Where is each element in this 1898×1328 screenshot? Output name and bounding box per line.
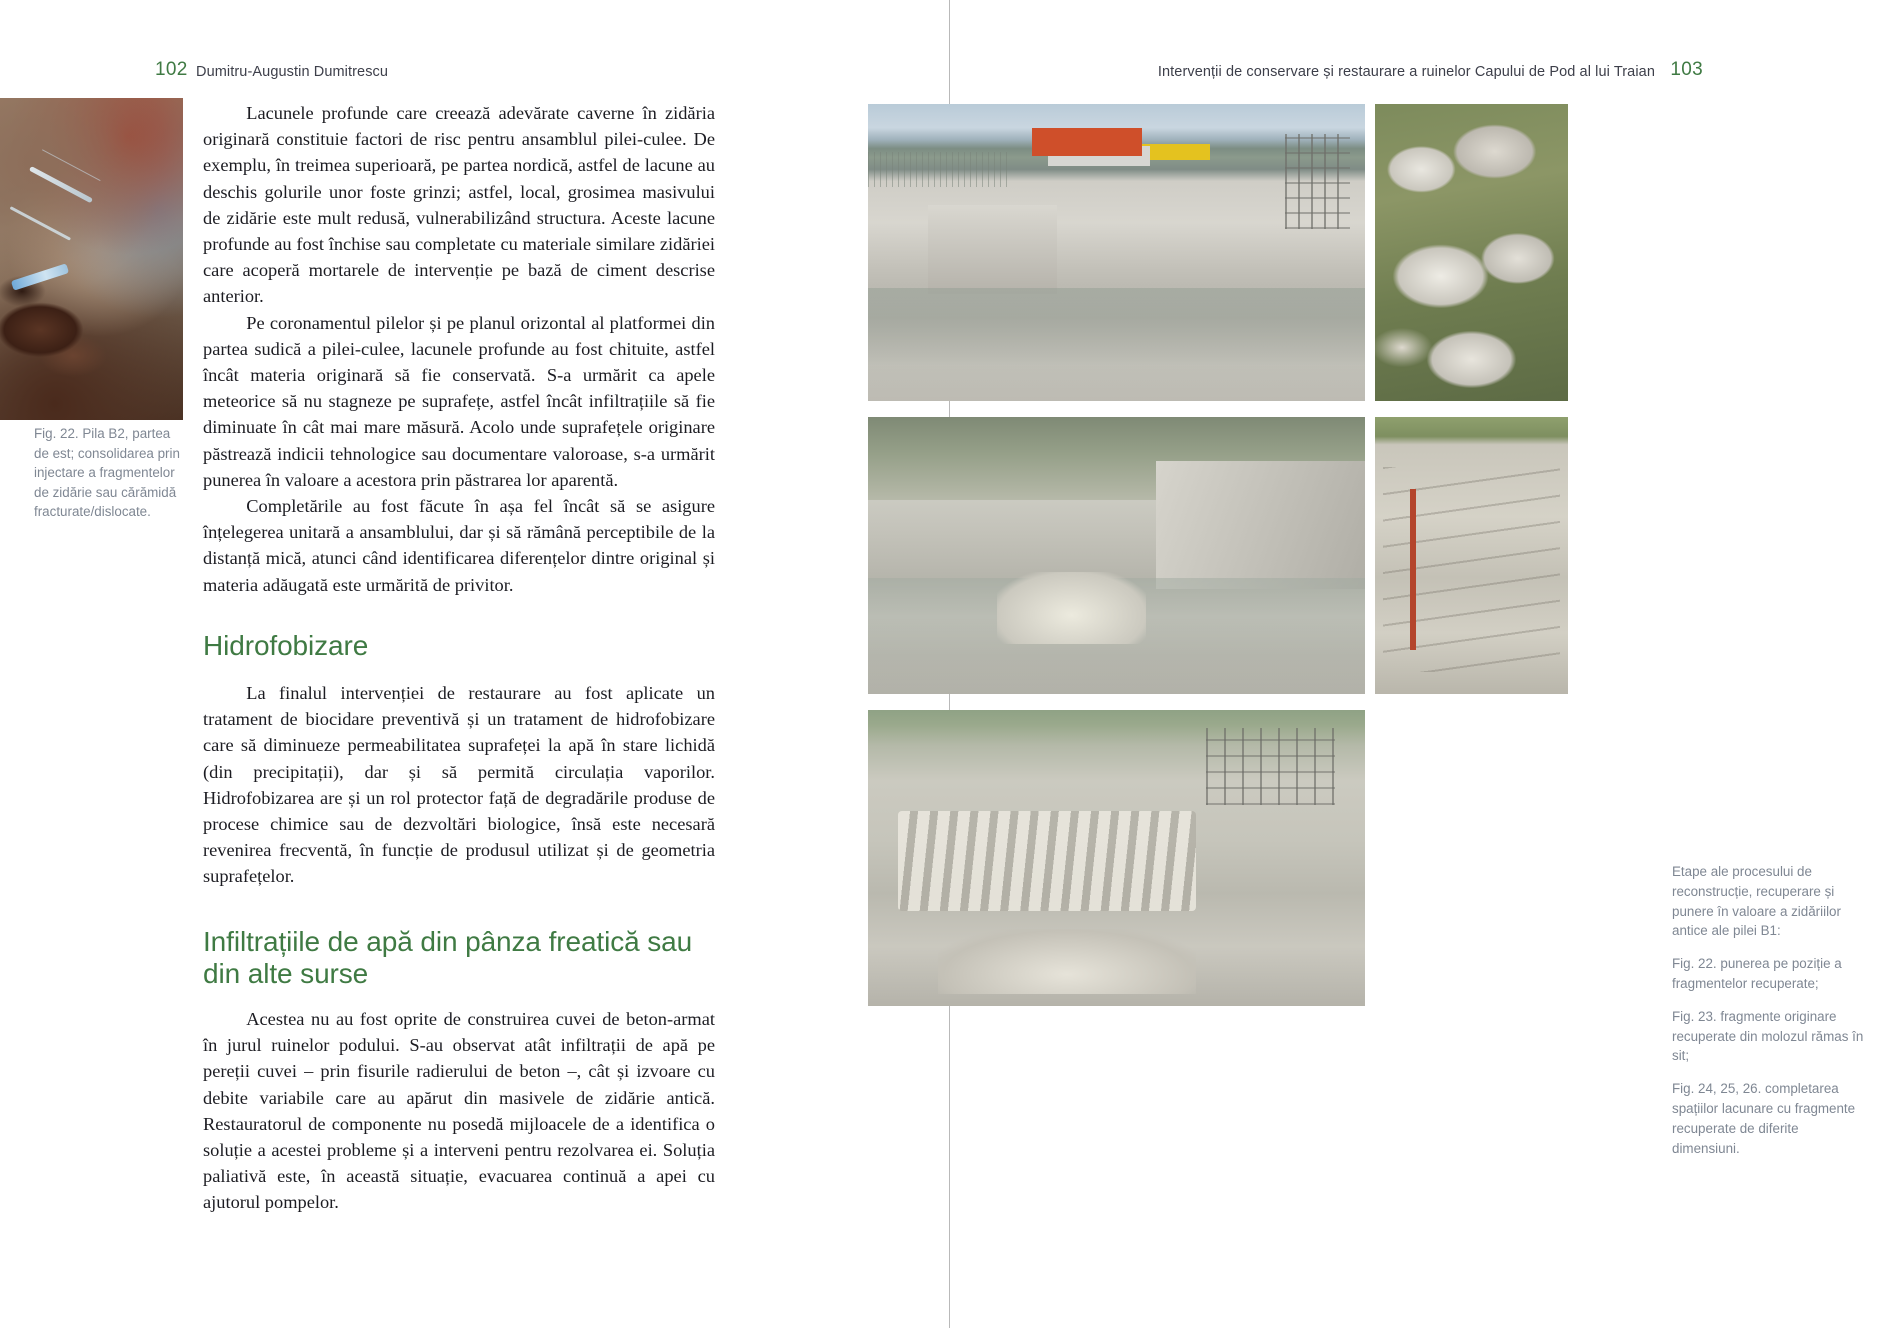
figure-22-photo bbox=[0, 98, 183, 420]
body-paragraph: Lacunele profunde care creează adevărate caverne în zidăria originară constituie factori de risc pentru ansamblul pilei-culee. De exemplu, în treimea superioară, pe partea nordică, astfel de lacune au deschis golurile unor foste grinzi; astfel, local, grosimea masivului de zidărie este mult redusă, vulnerabilizând structura. Aceste lacune profunde au fost închise sau completate cu materiale similare zidăriei care acoperă mortarele de intervenție pe bază de ciment descrise anterior. bbox=[203, 103, 715, 307]
ruin-platform-image bbox=[868, 710, 1365, 1006]
body-paragraph: Pe coronamentul pilelor și pe planul orizontal al platformei din partea sudică a pilei-culee, lacunele profunde au fost chituite, astfel încât materia originară să fie conservată. S-a urmărit ca apele meteorice să nu stagneze pe suprafețe, astfel încât infiltrațiile să fie diminuate în cât mai mare măsură. Acolo unde suprafețele originare păstrează indicii tehnologice sau documentare valoroase, s-a urmărit punerea în valoare a acestora prin păstrarea lor aparentă. bbox=[203, 312, 715, 490]
figure-excavation-with-crane bbox=[868, 104, 1365, 401]
water-surface bbox=[868, 288, 1365, 401]
ancient-masonry-row bbox=[898, 811, 1196, 912]
scaffold-structure bbox=[1285, 134, 1350, 229]
stone-blocks-image bbox=[1375, 104, 1568, 401]
section-heading-infiltratii: Infiltrațiile de apă din pânza freatică sau din alte surse bbox=[203, 925, 693, 989]
right-page-caption-block bbox=[1672, 862, 1868, 1158]
folio-right: 103 bbox=[1670, 59, 1703, 80]
section-heading-hidrofobizare: Hidrofobizare bbox=[203, 629, 369, 661]
caption-fig-23: Fig. 23. fragmente originare recuperate din molozul rămas în sit; bbox=[1672, 1008, 1864, 1064]
running-head-left: Dumitru-Augustin Dumitrescu bbox=[196, 64, 389, 80]
debris-pile bbox=[938, 929, 1196, 994]
stone-pile bbox=[997, 572, 1146, 644]
right-wall bbox=[1156, 461, 1365, 588]
caption-fig-24-25-26: Fig. 24, 25, 26. completarea spațiilor lacunare cu fragmente recuperate de diferite dimensiuni. bbox=[1672, 1081, 1856, 1156]
scaffold-structure bbox=[1206, 728, 1335, 805]
caption-intro: Etape ale procesului de reconstrucție, recuperare și punere în valoare a zidăriilor antice ale pilei B1: bbox=[1672, 864, 1841, 939]
caption-fig-22: Fig. 22. punerea pe poziție a fragmentelor recuperate; bbox=[1672, 956, 1842, 991]
figure-excavation-basin bbox=[868, 417, 1365, 694]
site-fence bbox=[868, 152, 1007, 188]
excavation-crane-image bbox=[868, 104, 1365, 401]
figure-stone-slab-rows bbox=[1375, 417, 1568, 694]
figure-22-caption: Fig. 22. Pila B2, partea de est; consolidarea prin injectare a fragmentelor de zidărie sau cărămidă fracturate/dislocate. bbox=[34, 426, 180, 520]
left-page-body bbox=[203, 100, 715, 1216]
syringe-icon bbox=[11, 263, 69, 290]
folio-left: 102 bbox=[155, 59, 188, 80]
crane-icon bbox=[1032, 128, 1142, 156]
body-paragraph: Completările au fost făcute în așa fel încât să se asigure înțelegerea unitară a ansamblului, dar și să rămână perceptibile de la distanță mică, atunci când identificarea diferențelor dintre original și materia adăugată este urmărită de privitor. bbox=[203, 496, 715, 595]
excavation-basin-image bbox=[868, 417, 1365, 694]
rubble-injection-image bbox=[0, 98, 183, 420]
slab-rows-image bbox=[1375, 417, 1568, 694]
running-head-right: Intervenții de conservare și restaurare a ruinelor Capului de Pod al lui Traian bbox=[1157, 64, 1655, 80]
body-paragraph: Acestea nu au fost oprite de construirea cuvei de beton-armat în jurul ruinelor podului. S-au observat atât infiltrații de apă pe pereții cuvei – prin fisurile radierului de beton –, cât și izvoare cu debite variabile care au apărut din masivele de zidărie antică. Restauratorul de componente nu posedă mijloacele de a identifica o soluție a acestei probleme și a interveni pentru rezolvarea ei. Soluția paliativă este, în această situație, evacuarea continuă a apei cu ajutorul pompelor. bbox=[203, 1009, 715, 1213]
red-markers bbox=[1410, 489, 1416, 650]
figure-recovered-stone-blocks bbox=[1375, 104, 1568, 401]
concrete-wall bbox=[928, 205, 1057, 294]
body-paragraph: La finalul intervenției de restaurare au fost aplicate un tratament de biocidare preventivă și un tratament de hidrofobizare care să diminueze permeabilitatea suprafeței la apă în stare lichidă (din precipitații), dar și să permită circulația vaporilor. Hidrofobizarea are și un rol protector față de degradările produse de procese chimice sau de dezvoltări biologice, însă este necesară revenirea frecventă, în funcție de produsul utilizat și de geometria suprafețelor. bbox=[203, 683, 715, 887]
figure-ruin-platform-overview bbox=[868, 710, 1365, 1006]
